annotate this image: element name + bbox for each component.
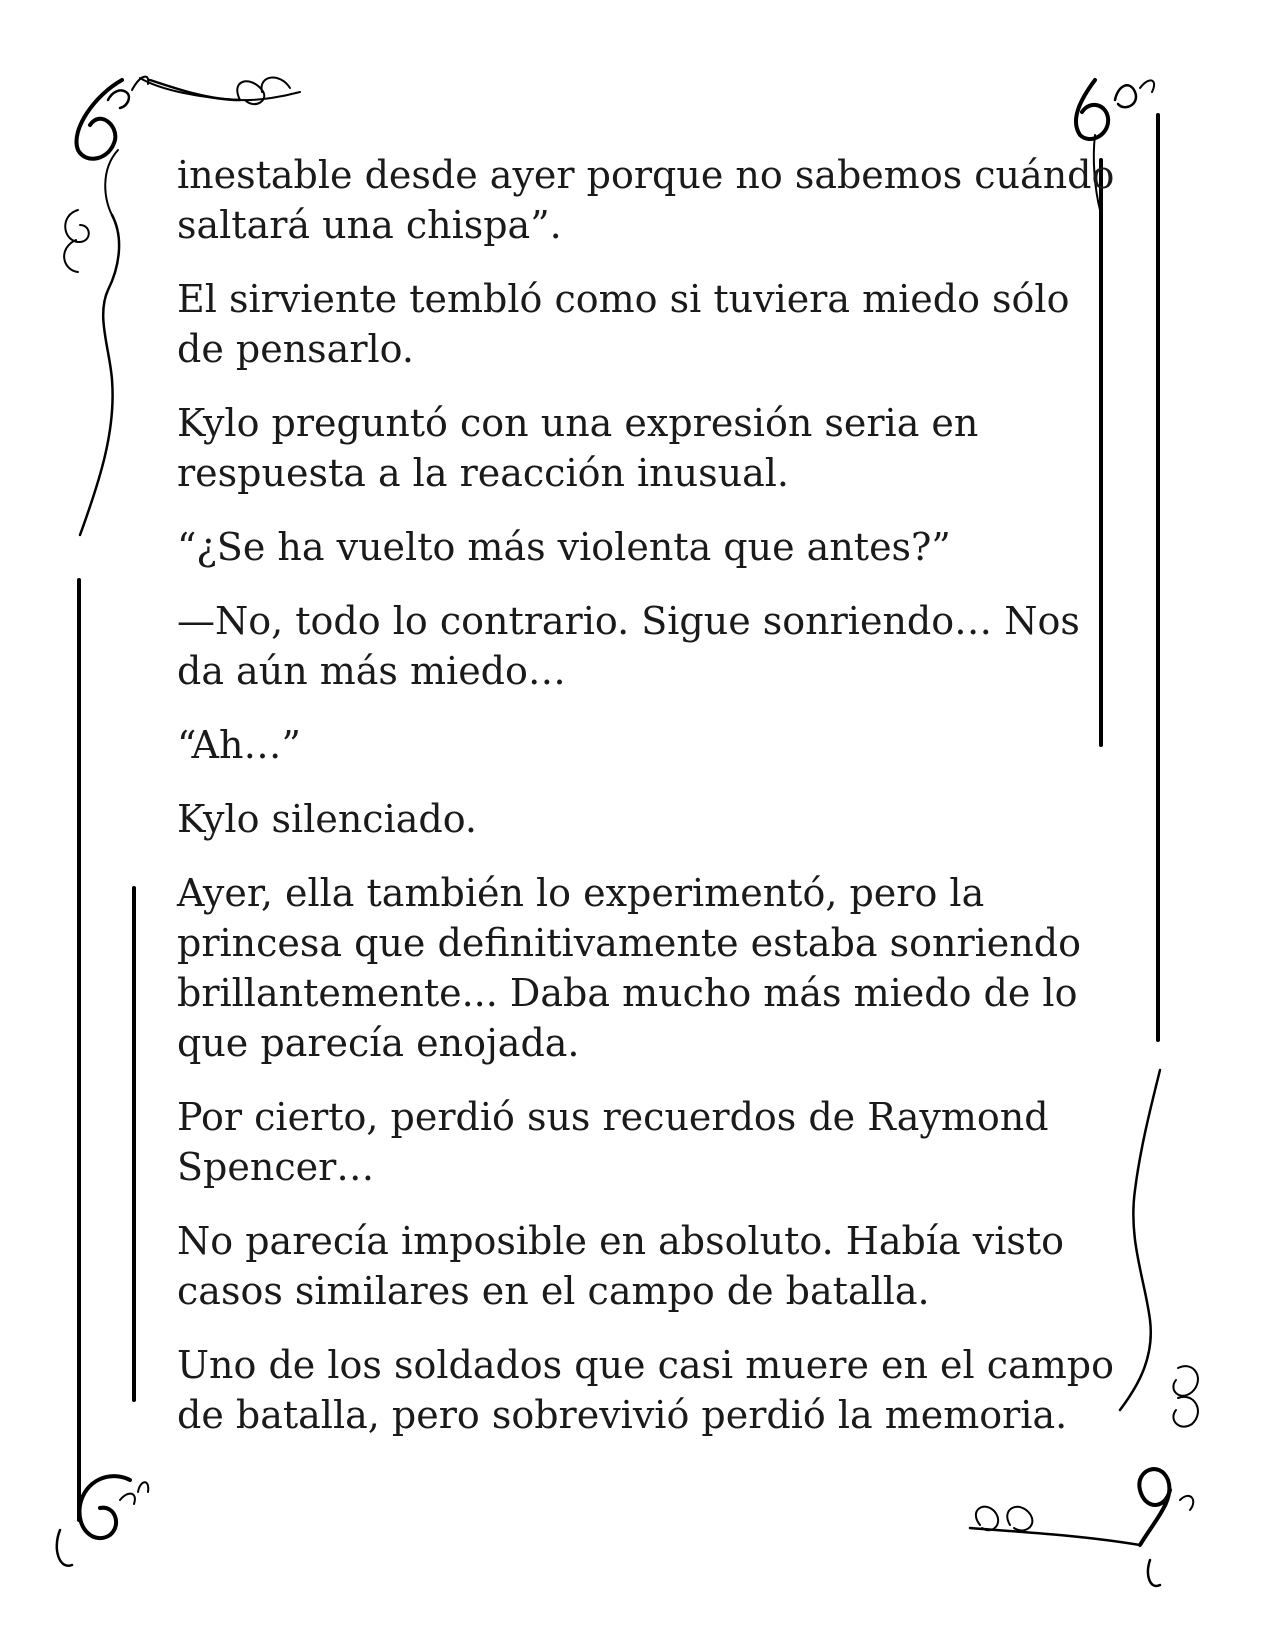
- right-flourish-icon: [1120, 1070, 1198, 1427]
- bottom-right-flourish-icon: [970, 1469, 1193, 1586]
- paragraph-11: Uno de los soldados que casi muere en el campo de batalla, pero sobrevivió perdió la memoria.: [177, 1343, 1114, 1437]
- paragraph-4: “¿Se ha vuelto más violenta que antes?”: [177, 525, 951, 569]
- paragraph-8: Ayer, ella también lo experimentó, pero la princesa que definitivamente estaba sonriendo brillantemente... Daba mucho más miedo de lo que parecía enojada.: [177, 871, 1081, 1065]
- paragraph-9: Por cierto, perdió sus recuerdos de Raymond Spencer…: [177, 1095, 1049, 1189]
- paragraph-1: inestable desde ayer porque no sabemos cuándo saltará una chispa”.: [177, 153, 1115, 247]
- paragraph-7: Kylo silenciado.: [177, 797, 478, 841]
- page-body: [177, 150, 1117, 1440]
- paragraph-6: “Ah…”: [177, 723, 301, 767]
- paragraph-3: Kylo preguntó con una expresión seria en respuesta a la reacción inusual.: [177, 401, 979, 495]
- paragraph-5: —No, todo lo contrario. Sigue sonriendo… Nos da aún más miedo…: [177, 599, 1080, 693]
- bottom-left-flourish-icon: [57, 1476, 148, 1566]
- paragraph-10: No parecía imposible en absoluto. Había visto casos similares en el campo de batalla.: [177, 1219, 1065, 1313]
- paragraph-2: El sirviente tembló como si tuviera miedo sólo de pensarlo.: [177, 277, 1070, 371]
